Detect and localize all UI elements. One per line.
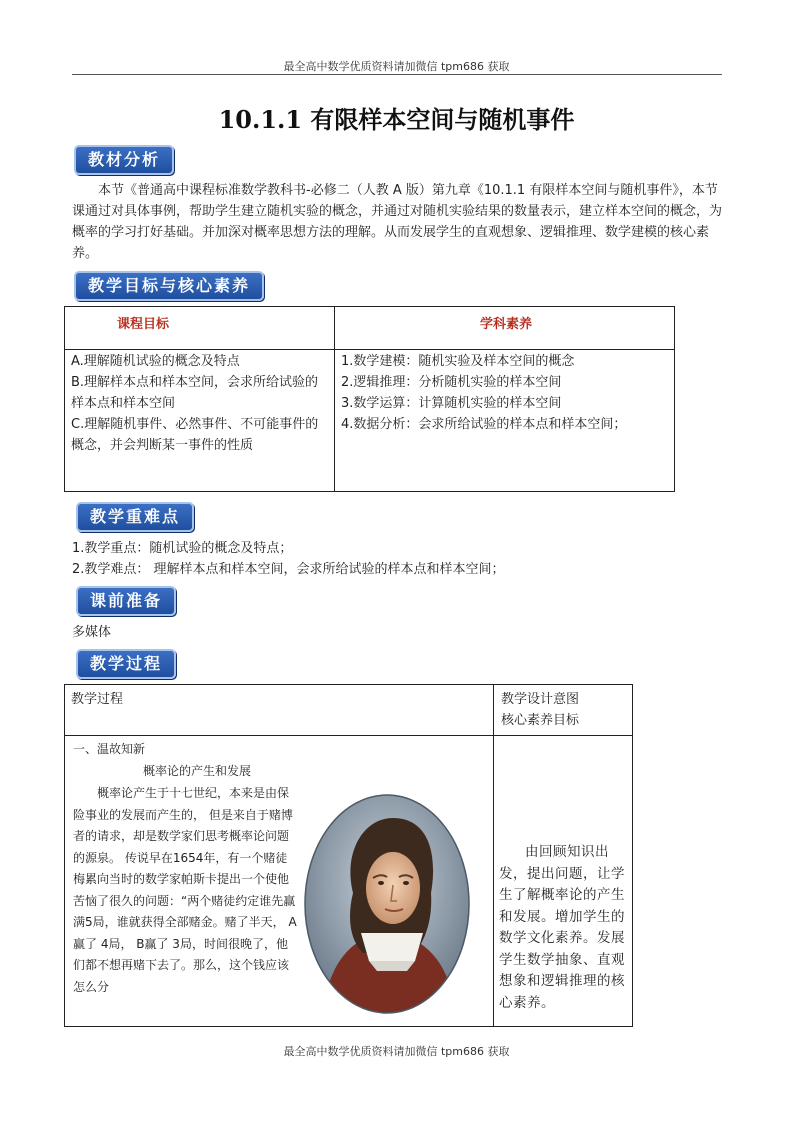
- design-header-line: 核心素养目标: [501, 713, 580, 728]
- key-point-focus: 1.教学重点：随机试验的概念及特点；: [72, 541, 293, 556]
- table-divider: [65, 349, 674, 350]
- pascal-portrait-image: [303, 793, 471, 1015]
- key-points: [72, 538, 722, 580]
- process-section-title: 一、温故知新: [73, 742, 146, 756]
- preparation-text: 多媒体: [72, 625, 112, 640]
- table-divider: [334, 307, 335, 491]
- intro-paragraph: 本节《普通高中课程标准数学教科书-必修二（人教 A 版）第九章《10.1.1 有限样本空间与随机事件》，本节课通过对具体事例，帮助学生建立随机实验的概念，并通过对随机实验结果的数量表示，建立样本空间的概念，为概率的学习打好基础。并加深对概率思想方法的理解。从而发展学生的直观想象、逻辑推理、数学建模的核心素养。: [72, 183, 723, 261]
- design-header-line: 教学设计意图: [501, 692, 580, 707]
- objective-item: A.理解随机试验的概念及特点: [71, 354, 240, 369]
- objective-item: B.理解样本点和样本空间，会求所给试验的样本点和样本空间: [71, 375, 319, 411]
- section-badge-goals: 教学目标与核心素养: [74, 271, 264, 301]
- design-header: [501, 689, 579, 731]
- section-badge-process: 教学过程: [76, 649, 176, 679]
- story-title: 概率论的产生和发展: [143, 764, 252, 778]
- literacy-item: 1.数学建模：随机实验及样本空间的概念: [341, 354, 575, 369]
- objectives-list: [71, 351, 329, 456]
- objective-item: C.理解随机事件、必然事件、不可能事件的概念，并会判断某一事件的性质: [71, 417, 319, 453]
- design-intent-text: 由回顾知识出发，提出问题，让学生了解概率论的产生和发展。增加学生的数学文化素养。发展学生数学抽象、直观想象和逻辑推理的核心素养。: [499, 844, 625, 1011]
- literacy-list: [341, 351, 671, 435]
- goals-header-objectives: 课程目标: [117, 317, 170, 332]
- process-header: 教学过程: [71, 692, 124, 707]
- document-title: 10.1.1 有限样本空间与随机事件: [218, 105, 575, 134]
- table-divider: [493, 685, 494, 1026]
- section-badge-preparation: 课前准备: [76, 586, 176, 616]
- header-divider: [72, 74, 722, 75]
- story-paragraph: 概率论产生于十七世纪，本来是由保险事业的发展而产生的， 但是来自于赌博者的请求，却是数学家们思考概率论问题的源泉。 传说早在1654年，有一个赌徒梅累向当时的数学家帕斯卡提出一个使他苦恼了很久的问题：“两个赌徒约定谁先赢满5局，谁就获得全部赌金。赌了半天， A赢了 4局， B赢了 3局，时间很晚了，他们都不想再赌下去了。那么，这个钱应该怎么分: [73, 786, 297, 994]
- footer-note: 最全高中数学优质资料请加微信 tpm686 获取: [283, 1045, 510, 1058]
- process-table: [64, 684, 633, 1027]
- table-divider: [65, 735, 632, 736]
- literacy-item: 2.逻辑推理：分析随机实验的样本空间: [341, 375, 562, 390]
- goals-header-literacy: 学科素养: [480, 317, 533, 332]
- literacy-item: 3.数学运算：计算随机实验的样本空间: [341, 396, 562, 411]
- section-badge-key-points: 教学重难点: [76, 502, 194, 532]
- goals-table: [64, 306, 675, 492]
- literacy-item: 4.数据分析：会求所给试验的样本点和样本空间；: [341, 417, 627, 432]
- section-badge-analysis: 教材分析: [74, 145, 174, 175]
- header-note: 最全高中数学优质资料请加微信 tpm686 获取: [283, 60, 510, 73]
- key-point-difficulty: 2.教学难点： 理解样本点和样本空间，会求所给试验的样本点和样本空间；: [72, 562, 505, 577]
